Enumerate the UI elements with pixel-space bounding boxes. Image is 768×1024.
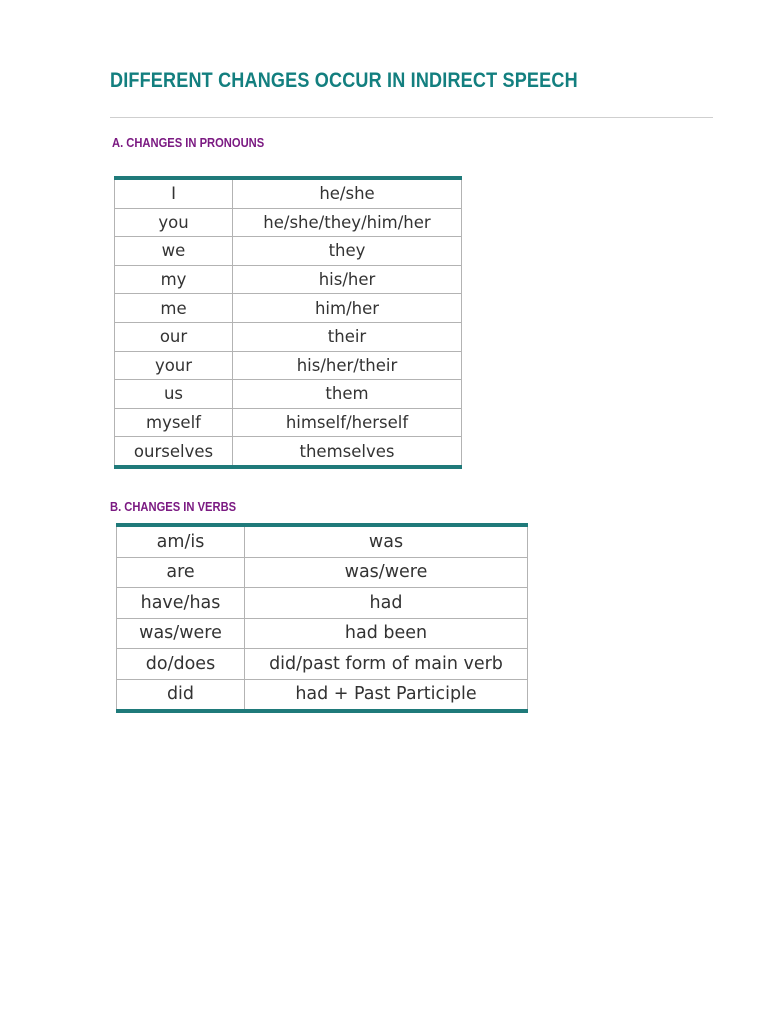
verbs-table — [116, 523, 528, 713]
table-row — [115, 437, 462, 467]
table-row — [115, 265, 462, 294]
table-row — [115, 178, 462, 208]
indirect-pronoun: he/she/they/him/her — [233, 208, 462, 237]
indirect-pronoun: them — [233, 380, 462, 409]
table-row — [115, 322, 462, 351]
indirect-pronoun: his/her — [233, 265, 462, 294]
indirect-verb: did/past form of main verb — [245, 649, 528, 680]
table-row — [115, 351, 462, 380]
title-divider — [110, 117, 713, 118]
table-row — [117, 525, 528, 557]
page-title: DIFFERENT CHANGES OCCUR IN INDIRECT SPEECH — [110, 69, 578, 92]
direct-pronoun: your — [115, 351, 233, 380]
indirect-verb: had been — [245, 618, 528, 649]
direct-verb: have/has — [117, 588, 245, 619]
direct-pronoun: you — [115, 208, 233, 237]
section-b-heading: B. CHANGES IN VERBS — [110, 499, 237, 514]
direct-pronoun: our — [115, 322, 233, 351]
table-row — [117, 588, 528, 619]
indirect-pronoun: their — [233, 322, 462, 351]
indirect-verb: was/were — [245, 557, 528, 588]
direct-pronoun: us — [115, 380, 233, 409]
direct-verb: did — [117, 679, 245, 711]
direct-verb: do/does — [117, 649, 245, 680]
direct-pronoun: I — [115, 178, 233, 208]
pronouns-table — [114, 176, 462, 469]
indirect-verb: had + Past Participle — [245, 679, 528, 711]
direct-verb: are — [117, 557, 245, 588]
direct-pronoun: myself — [115, 408, 233, 437]
indirect-verb: was — [245, 525, 528, 557]
table-row — [115, 294, 462, 323]
indirect-pronoun: they — [233, 237, 462, 266]
indirect-pronoun: himself/herself — [233, 408, 462, 437]
section-a-heading: A. CHANGES IN PRONOUNS — [112, 135, 265, 150]
table-row — [115, 208, 462, 237]
indirect-pronoun: his/her/their — [233, 351, 462, 380]
indirect-pronoun: themselves — [233, 437, 462, 467]
table-row — [117, 557, 528, 588]
indirect-pronoun: him/her — [233, 294, 462, 323]
table-row — [117, 649, 528, 680]
direct-pronoun: my — [115, 265, 233, 294]
table-row — [115, 408, 462, 437]
indirect-pronoun: he/she — [233, 178, 462, 208]
table-row — [117, 679, 528, 711]
direct-pronoun: me — [115, 294, 233, 323]
direct-verb: am/is — [117, 525, 245, 557]
indirect-verb: had — [245, 588, 528, 619]
direct-pronoun: we — [115, 237, 233, 266]
table-row — [117, 618, 528, 649]
direct-verb: was/were — [117, 618, 245, 649]
table-row — [115, 237, 462, 266]
table-row — [115, 380, 462, 409]
direct-pronoun: ourselves — [115, 437, 233, 467]
